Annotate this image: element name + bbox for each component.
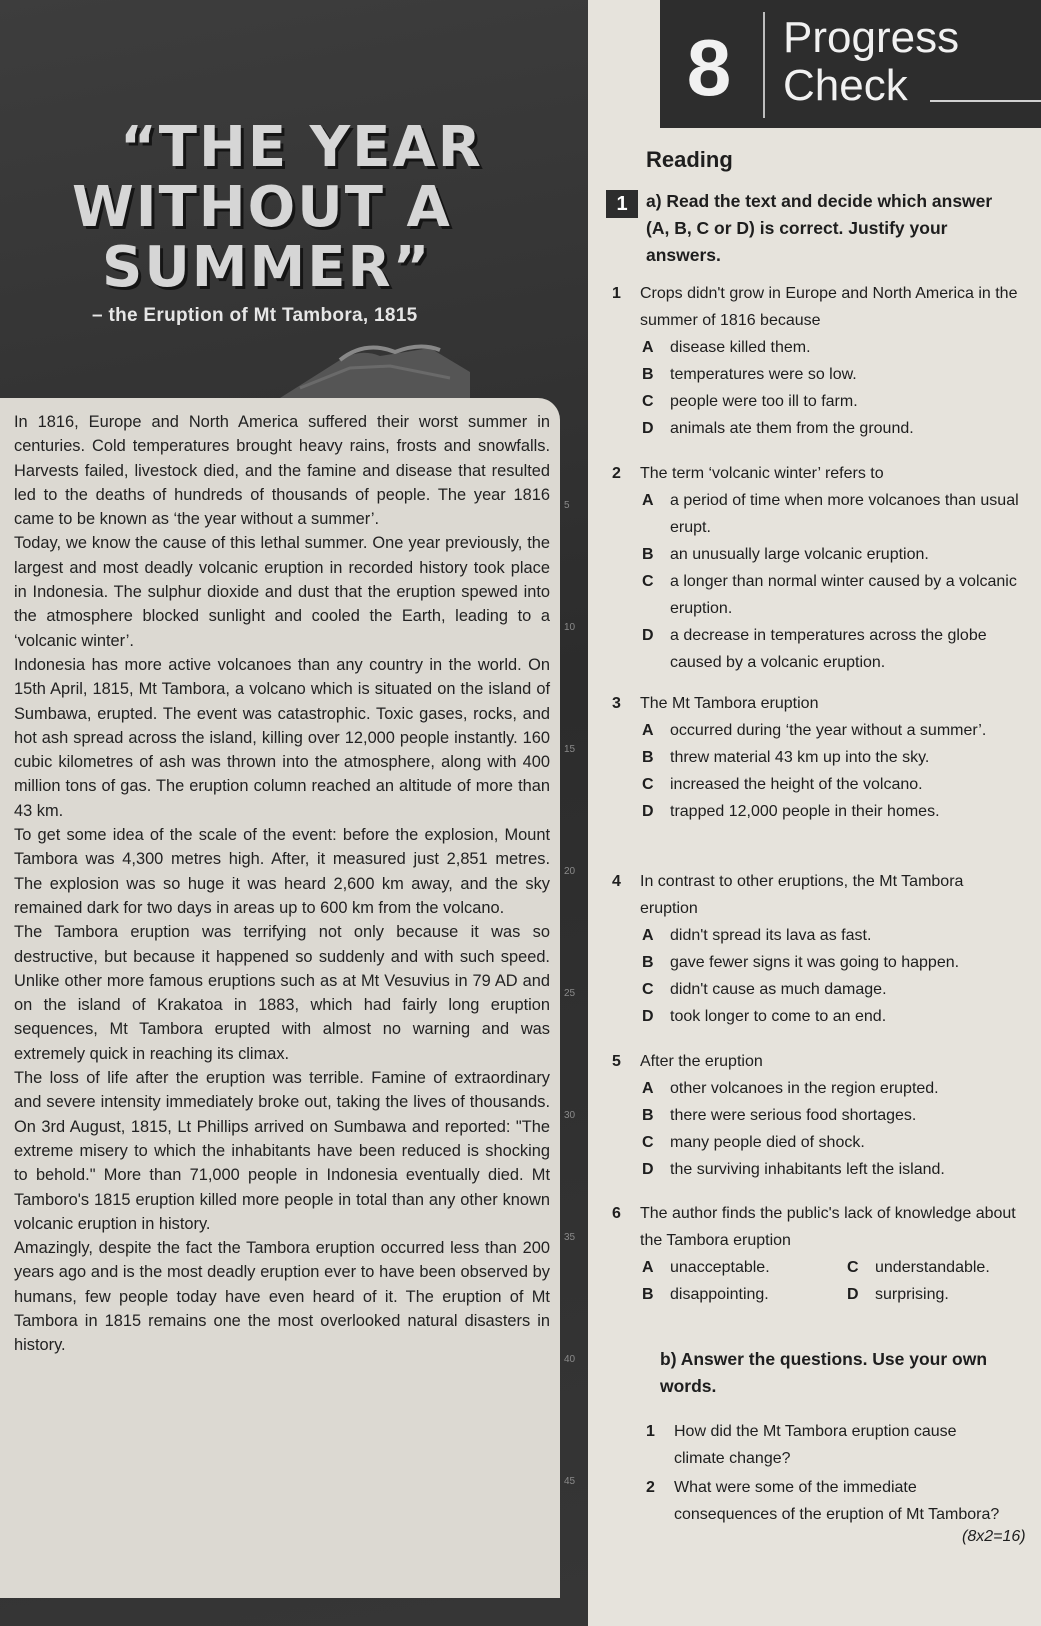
option-text: understandable. bbox=[875, 1259, 990, 1276]
option-letter: B bbox=[642, 1107, 654, 1124]
option-text: many people died of shock. bbox=[670, 1134, 865, 1151]
article-text bbox=[14, 410, 550, 1358]
question-6 bbox=[612, 1200, 1022, 1308]
option-text: people were too ill to farm. bbox=[670, 393, 858, 410]
question-stem: How did the Mt Tambora eruption cause climate change? bbox=[674, 1423, 957, 1467]
option-letter: C bbox=[847, 1259, 859, 1276]
question-2 bbox=[612, 460, 1022, 676]
option-text: gave fewer signs it was going to happen. bbox=[670, 954, 960, 971]
option-letter: B bbox=[642, 366, 654, 383]
option-text: occurred during ‘the year without a summer’. bbox=[670, 722, 987, 739]
article-paragraph: Indonesia has more active volcanoes than any country in the world. On 15th April, 1815, Mt Tambora, a volcano which is situated on the island of Sumbawa, erupted. The event was catastrophic. Toxic gases, rocks, and hot ash spread across the island, killing over 12,000 people instantly. 160 cubic kilometres of ash was thrown into the atmosphere, along with 400 million tons of gas. The eruption column reached an altitude of more than 43 km. bbox=[14, 655, 550, 820]
question-4 bbox=[612, 868, 1022, 1030]
volcano-illustration bbox=[280, 338, 470, 398]
line-number: 30 bbox=[564, 1110, 576, 1121]
option-letter: B bbox=[642, 1286, 654, 1303]
option-text: temperatures were so low. bbox=[670, 366, 857, 383]
unit-title bbox=[783, 14, 959, 110]
question-stem: The Mt Tambora eruption bbox=[640, 695, 819, 712]
option-letter: D bbox=[642, 803, 654, 820]
option-letter: A bbox=[642, 339, 654, 356]
open-question-1 bbox=[646, 1418, 1006, 1472]
article-subtitle: – the Eruption of Mt Tambora, 1815 bbox=[92, 305, 418, 326]
option-letter: D bbox=[642, 627, 654, 644]
option-letter: D bbox=[847, 1286, 859, 1303]
option-letter: A bbox=[642, 1259, 654, 1276]
article-paragraph: In 1816, Europe and North America suffered their worst summer in centuries. Cold temperatures brought heavy rains, frosts and snowfalls. Harvests failed, livestock died, and the famine and disease that resulted led to the deaths of hundreds of thousands of people. The year 1816 came to be known as ‘the year without a summer’. bbox=[14, 413, 550, 529]
unit-underline bbox=[930, 100, 1041, 102]
option-text: a longer than normal winter caused by a volcanic eruption. bbox=[670, 573, 1017, 617]
option-text: trapped 12,000 people in their homes. bbox=[670, 803, 940, 820]
option-text: the surviving inhabitants left the island. bbox=[670, 1161, 945, 1178]
article-paragraph: The loss of life after the eruption was terrible. Famine of extraordinary and severe intensity immediately broke out, taking the lives of thousands. On 3rd August, 1815, Lt Phillips arrived on Sumbawa and reported: "The extreme misery to which the inhabitants have been reduced is shocking to behold." More than 71,000 people in Indonesia eventually died. Mt Tamboro's 1815 eruption killed more people in total than any other known volcanic eruption in history. bbox=[14, 1069, 550, 1233]
line-number: 45 bbox=[564, 1476, 576, 1487]
question-number: 1 bbox=[646, 1423, 655, 1440]
headline-line: WITHOUT A bbox=[72, 175, 452, 240]
question-number: 3 bbox=[612, 695, 621, 712]
option-letter: D bbox=[642, 1008, 654, 1025]
article-paragraph: The Tambora eruption was terrifying not only because it was so destructive, but because it happened so suddenly and with such speed. Unlike other more famous eruptions such as at Mt Vesuvius in 79 AD and on the island of Krakatoa in 1883, which had fairly long eruption sequences, Mt Tambora erupted with almost no warning and was extremely quick in reaching its climax. bbox=[14, 923, 550, 1063]
section-heading: Reading bbox=[646, 147, 733, 172]
line-number: 25 bbox=[564, 988, 576, 999]
line-number: 40 bbox=[564, 1354, 576, 1365]
option-letter: C bbox=[642, 573, 654, 590]
option-text: animals ate them from the ground. bbox=[670, 420, 914, 437]
headline-line: “THE YEAR bbox=[120, 115, 483, 180]
option-text: took longer to come to an end. bbox=[670, 1008, 887, 1025]
option-letter: B bbox=[642, 749, 654, 766]
option-text: an unusually large volcanic eruption. bbox=[670, 546, 929, 563]
question-5 bbox=[612, 1048, 1022, 1183]
option-text: other volcanoes in the region erupted. bbox=[670, 1080, 939, 1097]
article-paragraph: To get some idea of the scale of the event: before the explosion, Mount Tambora was 4,300 metres high. After, it measured just 2,851 metres. The explosion was so huge it was heard 2,600 km away, and the sky remained dark for two days in areas up to 600 km from the volcano. bbox=[14, 826, 550, 917]
question-number: 4 bbox=[612, 873, 621, 890]
headline-line: SUMMER” bbox=[102, 235, 432, 300]
option-text: threw material 43 km up into the sky. bbox=[670, 749, 930, 766]
question-1 bbox=[612, 280, 1022, 442]
unit-divider bbox=[763, 12, 765, 118]
unit-number: 8 bbox=[686, 23, 732, 112]
option-text: didn't cause as much damage. bbox=[670, 981, 887, 998]
option-letter: A bbox=[642, 1080, 654, 1097]
option-letter: C bbox=[642, 776, 654, 793]
option-text: there were serious food shortages. bbox=[670, 1107, 917, 1124]
option-letter: D bbox=[642, 420, 654, 437]
article-headline bbox=[60, 115, 520, 300]
unit-title-line: Check bbox=[783, 61, 908, 110]
question-number: 5 bbox=[612, 1053, 621, 1070]
option-text: increased the height of the volcano. bbox=[670, 776, 923, 793]
question-number: 2 bbox=[646, 1479, 655, 1496]
option-letter: B bbox=[642, 546, 654, 563]
option-letter: C bbox=[642, 1134, 654, 1151]
question-stem: The author finds the public's lack of knowledge about the Tambora eruption bbox=[640, 1205, 1016, 1249]
line-number: 10 bbox=[564, 622, 576, 633]
task-a-instruction: a) Read the text and decide which answer (A, B, C or D) is correct. Justify your answers. bbox=[646, 191, 993, 265]
line-number: 20 bbox=[564, 866, 576, 877]
task-b-instruction: b) Answer the questions. Use your own words. bbox=[660, 1349, 988, 1396]
line-number: 35 bbox=[564, 1232, 576, 1243]
unit-title-line: Progress bbox=[783, 13, 960, 62]
option-text: surprising. bbox=[875, 1286, 949, 1303]
option-text: a decrease in temperatures across the globe caused by a volcanic eruption. bbox=[670, 627, 987, 671]
question-stem: Crops didn't grow in Europe and North America in the summer of 1816 because bbox=[640, 285, 1018, 329]
question-number: 1 bbox=[612, 285, 621, 302]
option-letter: A bbox=[642, 927, 654, 944]
question-number: 6 bbox=[612, 1205, 621, 1222]
line-number: 5 bbox=[564, 500, 570, 511]
open-question-2 bbox=[646, 1474, 1006, 1528]
line-number: 15 bbox=[564, 744, 576, 755]
option-text: unacceptable. bbox=[670, 1259, 770, 1276]
option-text: didn't spread its lava as fast. bbox=[670, 927, 872, 944]
option-letter: C bbox=[642, 393, 654, 410]
option-text: disappointing. bbox=[670, 1286, 769, 1303]
question-3 bbox=[612, 690, 1022, 825]
question-stem: What were some of the immediate consequences of the eruption of Mt Tambora? bbox=[674, 1479, 1000, 1523]
option-letter: A bbox=[642, 492, 654, 509]
question-number: 2 bbox=[612, 465, 621, 482]
article-paragraph: Today, we know the cause of this lethal summer. One year previously, the largest and most deadly volcanic eruption in recorded history took place in Indonesia. The sulphur dioxide and dust that the eruption spewed into the atmosphere blocked sunlight and cooled the Earth, leading to a ‘volcanic winter’. bbox=[14, 534, 550, 650]
option-letter: A bbox=[642, 722, 654, 739]
option-text: a period of time when more volcanoes than usual erupt. bbox=[670, 492, 1019, 536]
task-number-badge: 1 bbox=[606, 190, 638, 218]
question-stem: The term ‘volcanic winter’ refers to bbox=[640, 465, 884, 482]
option-letter: C bbox=[642, 981, 654, 998]
question-stem: In contrast to other eruptions, the Mt Tambora eruption bbox=[640, 873, 964, 917]
article-paragraph: Amazingly, despite the fact the Tambora eruption occurred less than 200 years ago and is the most deadly eruption ever to have been observed by humans, few people today have even heard of it. The eruption of Mt Tambora in 1815 remains one the most overlooked natural disasters in history. bbox=[14, 1239, 550, 1355]
option-letter: B bbox=[642, 954, 654, 971]
option-text: disease killed them. bbox=[670, 339, 811, 356]
question-stem: After the eruption bbox=[640, 1053, 763, 1070]
option-letter: D bbox=[642, 1161, 654, 1178]
marks-total: (8x2=16) bbox=[962, 1528, 1026, 1545]
